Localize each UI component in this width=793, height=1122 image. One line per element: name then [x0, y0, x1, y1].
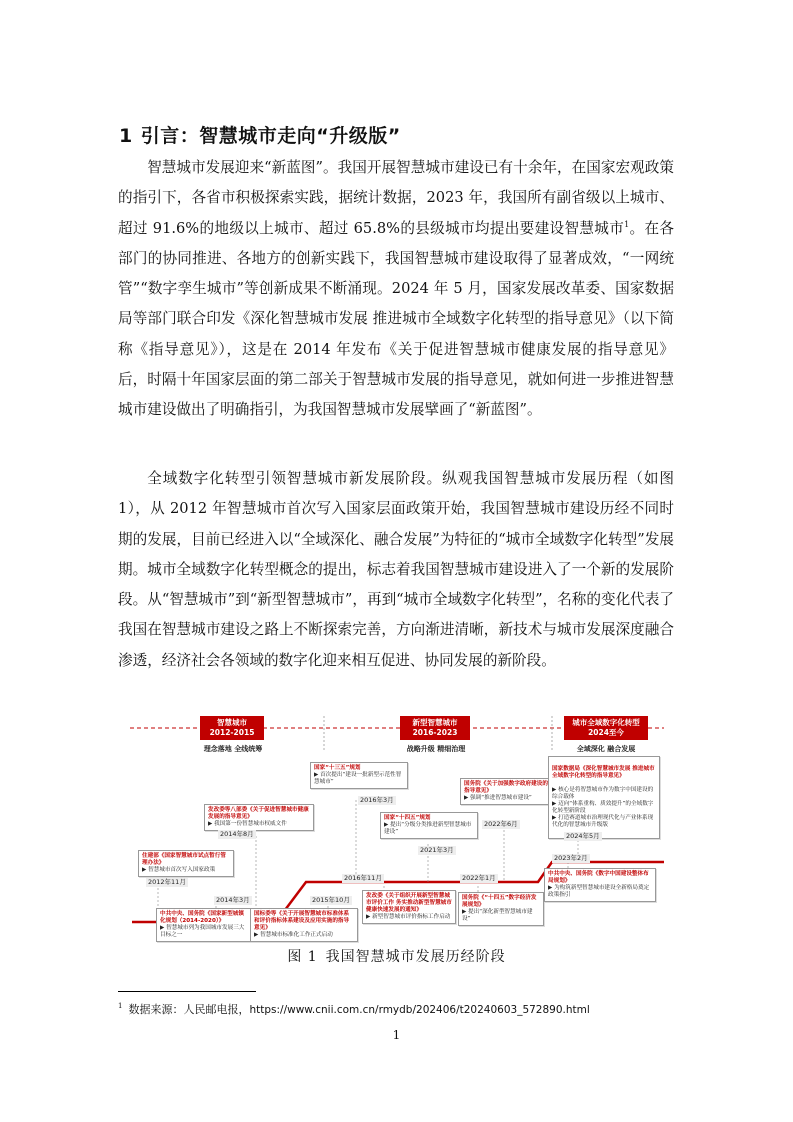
phase-sub-2: 战略升级 精细治理: [406, 745, 466, 753]
event-desc: ▶ 为构筑新型智慧城市建设全新格局奠定政策指引: [548, 885, 650, 898]
event-title: 国家“十三五”规划: [314, 765, 361, 771]
date-label: 2023年2月: [554, 854, 588, 862]
phase-years: 2024至今: [588, 728, 624, 737]
event-card: [156, 908, 252, 942]
event-desc: ▶ 智慧城市列为我国城市发展三大目标之一: [160, 925, 245, 938]
event-desc: ▶ 我国第一份智慧城市权威文件: [208, 821, 287, 827]
event-desc: ▶ 核心是将智慧城市作为数字中国建设的综合载体 ▶ 迈向“体系重构、质效提升”的全域数字化转型新阶段 ▶ 打造赛道城市治理现代化与产业体系现代化的智慧城市升级版: [552, 787, 654, 828]
timeline-figure: [128, 712, 666, 944]
phase-sub-3: 全域深化 融合发展: [576, 745, 636, 753]
phase-badge-2: [400, 716, 470, 740]
event-card: [310, 762, 408, 789]
phase-years: 2016-2023: [412, 728, 458, 737]
footnote-ref[interactable]: 1: [624, 219, 630, 229]
date-label: 2014年8月: [220, 830, 254, 838]
event-desc: ▶ 提出“分级分类推进新型智慧城市建设”: [384, 822, 472, 835]
footnote-separator: [118, 991, 256, 992]
event-title: 发改委《关于组织开展新型智慧城市评价工作 务实推动新型智慧城市健康快速发展的通知》: [366, 893, 452, 913]
section-title: 引言：智慧城市走向“升级版”: [140, 125, 401, 147]
page-number: 1: [392, 1028, 401, 1042]
event-card: [548, 756, 660, 839]
event-title: 国家数据局《深化智慧城市发展 推进城市全域数字化转型的指导意见》: [552, 766, 655, 779]
date-label: 2024年5月: [566, 832, 600, 840]
phase-badge-1: [200, 716, 264, 740]
event-card: [250, 908, 358, 942]
event-desc: ▶ 新型智慧城市评价指标工作启动: [366, 914, 451, 920]
section-number: 1: [119, 125, 133, 147]
event-title: 国家“十四五”规划: [384, 815, 431, 821]
event-title: 国务院《“十四五”数字经济发展规划》: [462, 895, 537, 908]
event-desc: ▶ 强调“推进智慧城市建设”: [464, 795, 532, 801]
event-desc: ▶ 首次提出“建设一批新型示范性智慧城市”: [314, 772, 402, 785]
event-title: 住建部《国家智慧城市试点暂行管理办法》: [142, 853, 226, 866]
paragraph-1: [118, 153, 674, 426]
event-card: [138, 850, 234, 877]
phase-name: 城市全域数字化转型: [572, 718, 640, 727]
phase-sub-1: 理念落地 全线统筹: [203, 745, 263, 753]
date-label: 2021年3月: [420, 846, 454, 854]
event-card: [380, 812, 478, 839]
caption-text: 我国智慧城市发展历经阶段: [325, 949, 506, 965]
date-label: 2015年10月: [312, 896, 350, 904]
footnote-url[interactable]: https://www.cnii.com.cn/rmydb/202406/t20240603_572890.html: [249, 1004, 590, 1016]
event-desc: ▶ 智慧城市首次写入国家政策: [142, 867, 216, 873]
caption-label: 图 1: [287, 949, 318, 965]
event-card: [460, 778, 552, 805]
footnote-number: 1: [118, 1002, 123, 1011]
paragraph-2: 全域数字化转型引领智慧城市新发展阶段。纵观我国智慧城市发展历程（如图 1），从 2012 年智慧城市首次写入国家层面政策开始，我国智慧城市建设历经不同时期的发展，目前已经进入以“全域深化、融合发展”为特征的“城市全域数字化转型”发展期。城市全域数字化转型概念的提出，标志着我国智慧城市建设进入了一个新的发展阶段。从“智慧城市”到“新型智慧城市”，再到“城市全域数字化转型”，名称的变化代表了我国在智慧城市建设之路上不断探索完善，方向渐进清晰，新技术与城市发展深度融合渗透，经济社会各领域的数字化迎来相互促进、协同发展的新阶段。: [118, 470, 674, 669]
event-title: 中共中央、国务院《国家新型城镇化规划（2014-2020）》: [160, 911, 244, 924]
section-heading: [119, 121, 401, 148]
event-card: [362, 890, 456, 924]
event-title: 中共中央、国务院《数字中国建设整体布局规划》: [548, 871, 649, 884]
event-title: 发改委等八部委《关于促进智慧城市健康发展的指导意见》: [208, 807, 309, 820]
phase-badge-3: [564, 716, 648, 740]
event-card: [544, 868, 656, 902]
date-label: 2014年3月: [216, 896, 250, 904]
event-title: 国务院《关于加强数字政府建设的指导意见》: [464, 781, 548, 794]
figure-caption: [0, 946, 793, 966]
event-desc: ▶ 提出“深化新型智慧城市建设”: [462, 909, 533, 922]
footnote: [118, 1001, 590, 1017]
date-label: 2016年11月: [344, 874, 382, 882]
event-card: [204, 804, 314, 831]
phase-years: 2012-2015: [209, 728, 255, 737]
date-label: 2022年6月: [484, 820, 518, 828]
date-label: 2022年1月: [462, 874, 496, 882]
paragraph-1-text-b: 。在各部门的协同推进、各地方的创新实践下，我国智慧城市建设取得了显著成效，“一网统管”“数字孪生城市”等创新成果不断涌现。2024 年 5 月，国家发展改革委、国家数据局等部门联合印发《深化智慧城市发展 推进城市全域数字化转型的指导意见》（以下简称《指导意见》），这是在 2014 年发布《关于促进智慧城市健康发展的指导意见》后，时隔十年国家层面的第二部关于智慧城市发展的指导意见，就如何进一步推进智慧城市建设做出了明确指引，为我国智慧城市发展擘画了“新蓝图”。: [118, 219, 674, 419]
event-card: [458, 892, 544, 926]
date-label: 2016年3月: [360, 796, 394, 804]
event-desc: ▶ 智慧城市标准化工作正式启动: [254, 932, 333, 938]
phase-name: 新型智慧城市: [412, 718, 458, 727]
date-label: 2012年11月: [148, 878, 186, 886]
phase-name: 智慧城市: [217, 718, 247, 727]
event-title: 国标委等《关于开展智慧城市标准体系和评价指标体系建设及应用实施的指导意见》: [254, 911, 350, 931]
paragraph-1-text-a: 智慧城市发展迎来“新蓝图”。我国开展智慧城市建设已有十余年，在国家宏观政策的指引下，各省市积极探索实践，据统计数据，2023 年，我国所有副省级以上城市、超过 91.6%的地级以上城市、超过 65.8%的县级城市均提出要建设智慧城市: [118, 159, 674, 237]
footnote-text: 数据来源：人民邮电报，: [128, 1003, 250, 1016]
